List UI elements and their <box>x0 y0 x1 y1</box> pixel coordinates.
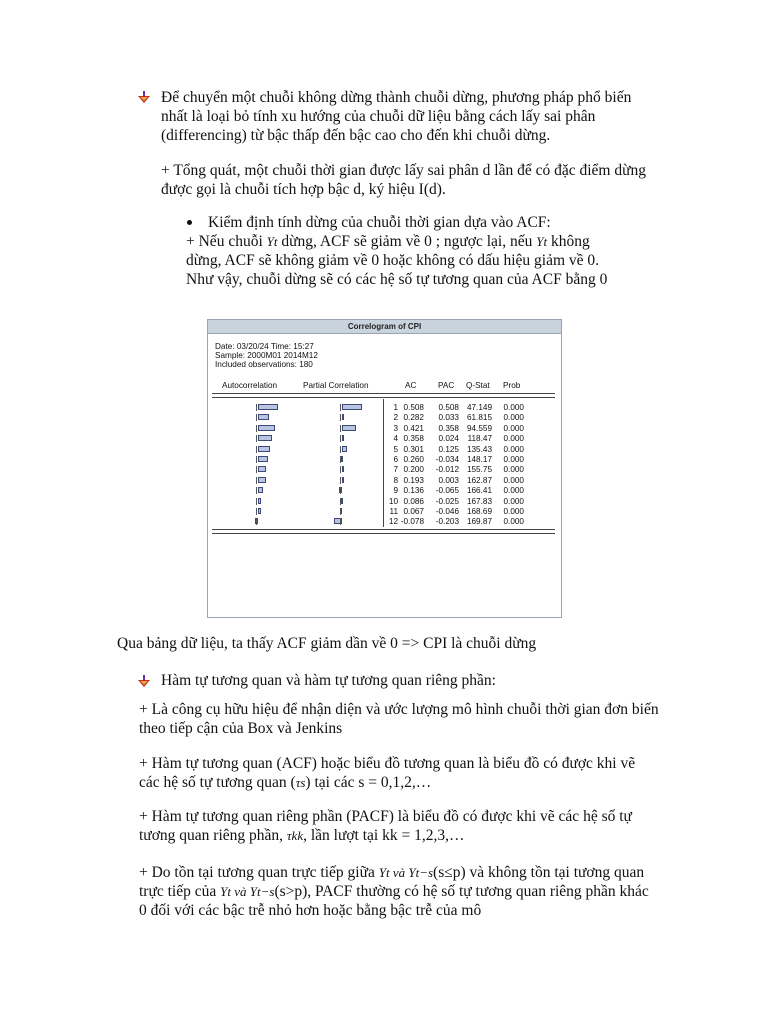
pac-zero-tick <box>340 404 341 411</box>
figure-title: Correlogram of CPI <box>208 320 561 334</box>
qstat-value: 94.559 <box>466 423 492 433</box>
pac-zero-tick <box>340 498 341 505</box>
qstat-value: 162.87 <box>466 475 492 485</box>
prob-value: 0.000 <box>503 465 524 475</box>
pac-value: 0.125 <box>438 444 459 454</box>
correlogram-row <box>208 403 561 412</box>
ac-bar <box>258 435 272 441</box>
prob-value: 0.000 <box>503 496 524 506</box>
lag-value: 7 <box>393 465 398 475</box>
ac-value: 0.067 <box>403 507 424 516</box>
prob-value: 0.000 <box>503 486 524 496</box>
ac-bar <box>258 404 278 410</box>
qstat-value: 167.83 <box>466 496 492 506</box>
correlogram-row <box>208 455 561 464</box>
pac-bar <box>342 477 344 483</box>
paragraph-acf-test: Kiểm định tính dừng của chuỗi thời gian dựa vào ACF: + Nếu chuỗi Yt dừng, ACF sẽ giảm về 0 ; ngược lại, nếu Yt không dừng, ACF sẽ không giảm về 0 hoặc không có dấu hiệu giảm về 0. Như vậy, chuỗi dừng sẽ có các hệ số tự tương quan của ACF bằng 0 <box>186 214 608 288</box>
lag-value: 12 <box>388 517 398 527</box>
qstat-value: 168.69 <box>466 507 492 516</box>
ac-zero-tick <box>256 477 257 484</box>
ac-bar <box>258 446 270 452</box>
correlogram-row <box>208 434 561 443</box>
arrow-bullet-icon <box>137 675 151 688</box>
pac-value: 0.024 <box>438 434 459 444</box>
lag-value: 2 <box>393 413 398 423</box>
qstat-value: 169.87 <box>466 517 492 527</box>
qstat-value: 61.815 <box>466 413 492 423</box>
correlogram-figure <box>207 319 562 618</box>
correlogram-row <box>208 486 561 495</box>
ac-bar <box>258 498 261 504</box>
ac-zero-tick <box>256 508 257 515</box>
correlogram-row <box>208 413 561 422</box>
pac-bar <box>342 425 356 431</box>
correlogram-row <box>208 476 561 485</box>
pac-bar <box>342 446 347 452</box>
ac-value: 0.421 <box>403 423 424 433</box>
ac-zero-tick <box>256 456 257 463</box>
paragraph-box-jenkins: + Là công cụ hữu hiệu để nhận diện và ước lượng mô hình chuỗi thời gian đơn biến theo tiếp cận của Box và Jenkins <box>139 701 659 737</box>
prob-value: 0.000 <box>503 444 524 454</box>
footer-rule-2 <box>212 533 555 534</box>
pac-zero-tick <box>340 477 341 484</box>
pac-zero-tick <box>340 508 341 515</box>
header-rule-2 <box>212 397 555 398</box>
ac-zero-tick <box>256 518 257 525</box>
pac-value: 0.003 <box>438 475 459 485</box>
header-rule <box>212 393 555 394</box>
ac-bar <box>258 466 266 472</box>
correlogram-row <box>208 507 561 516</box>
paragraph-pacf-definition: + Hàm tự tương quan riêng phần (PACF) là biểu đồ có được khi vẽ các hệ số tự tương quan riêng phần, τkk, lần lượt tại kk = 1,2,3,… <box>139 808 632 844</box>
arrow-bullet-icon <box>137 91 151 104</box>
ac-zero-tick <box>256 466 257 473</box>
ac-bar <box>258 425 275 431</box>
footer-rule <box>212 529 555 530</box>
ac-zero-tick <box>256 414 257 421</box>
ac-zero-tick <box>256 487 257 494</box>
ac-bar <box>258 477 266 483</box>
ac-value: 0.260 <box>403 455 424 464</box>
lag-value: 8 <box>393 475 398 485</box>
pac-bar <box>342 414 344 420</box>
pac-zero-tick <box>340 466 341 473</box>
lag-value: 4 <box>393 434 398 444</box>
pac-value: 0.358 <box>438 423 459 433</box>
ac-bar <box>258 414 269 420</box>
qstat-value: 155.75 <box>466 465 492 475</box>
pac-zero-tick <box>340 425 341 432</box>
pac-zero-tick <box>340 414 341 421</box>
ac-value: -0.078 <box>400 517 424 527</box>
ac-zero-tick <box>256 425 257 432</box>
header-partial-correlation: Partial Correlation <box>303 381 369 390</box>
correlogram-row <box>208 517 561 526</box>
prob-value: 0.000 <box>503 475 524 485</box>
ac-zero-tick <box>256 446 257 453</box>
qstat-value: 148.17 <box>466 455 492 464</box>
paragraph-direct-correlation: + Do tồn tại tương quan trực tiếp giữa Yt và Yt−s(s≤p) và không tồn tại tương quan trực tiếp của Yt và Yt−s(s>p), PACF thường có hệ số tự tương quan riêng phần khác 0 đối với các bậc trễ nhỏ hơn hoặc bằng bậc trễ của mô <box>139 864 649 919</box>
header-prob: Prob <box>503 381 521 390</box>
ac-value: 0.193 <box>403 475 424 485</box>
correlogram-row <box>208 424 561 433</box>
paragraph-differencing: Để chuyển một chuỗi không dừng thành chuỗi dừng, phương pháp phổ biến nhất là loại bỏ tính xu hướng của chuỗi dữ liệu bằng cách lấy sai phân (differencing) từ bậc thấp đến bậc cao cho đến khi chuỗi dừng. <box>161 89 632 144</box>
ac-value: 0.358 <box>403 434 424 444</box>
header-autocorrelation: Autocorrelation <box>222 381 278 390</box>
prob-value: 0.000 <box>503 403 524 412</box>
prob-value: 0.000 <box>503 423 524 433</box>
pac-value: 0.508 <box>438 403 459 412</box>
ac-bar <box>258 508 261 514</box>
qstat-value: 166.41 <box>466 486 492 496</box>
pac-zero-tick <box>340 487 341 494</box>
correlogram-row <box>208 445 561 454</box>
paragraph-acf-pacf-heading: Hàm tự tương quan và hàm tự tương quan riêng phần: <box>161 672 496 689</box>
pac-zero-tick <box>340 518 341 525</box>
paragraph-integrated-order: + Tổng quát, một chuỗi thời gian được lấy sai phân d lần để có đặc điểm dừng được gọi là chuỗi tích hợp bậc d, ký hiệu I(d). <box>161 162 647 198</box>
prob-value: 0.000 <box>503 455 524 464</box>
pac-value: -0.012 <box>435 465 459 475</box>
ac-zero-tick <box>256 498 257 505</box>
pac-zero-tick <box>340 446 341 453</box>
lag-value: 5 <box>393 444 398 454</box>
ac-value: 0.301 <box>403 444 424 454</box>
pac-value: 0.033 <box>438 413 459 423</box>
lag-value: 6 <box>393 455 398 464</box>
pac-bar <box>342 435 344 441</box>
ac-zero-tick <box>256 404 257 411</box>
prob-value: 0.000 <box>503 434 524 444</box>
pac-bar <box>342 404 362 410</box>
ac-value: 0.086 <box>403 496 424 506</box>
ac-value: 0.282 <box>403 413 424 423</box>
pac-value: -0.065 <box>435 486 459 496</box>
pac-value: -0.046 <box>435 507 459 516</box>
qstat-value: 118.47 <box>467 434 492 444</box>
ac-bar <box>258 487 263 493</box>
pac-bar <box>341 498 343 504</box>
qstat-value: 135.43 <box>466 444 492 454</box>
lag-value: 10 <box>388 496 398 506</box>
pac-value: -0.203 <box>435 517 459 527</box>
pac-value: -0.034 <box>435 455 459 464</box>
correlogram-row <box>208 497 561 506</box>
header-ac: AC <box>405 381 417 390</box>
paragraph-conclusion: Qua bảng dữ liệu, ta thấy ACF giảm dần về 0 => CPI là chuỗi dừng <box>117 635 537 652</box>
figure-info: Date: 03/20/24 Time: 15:27 Sample: 2000M01 2014M12 Included observations: 180 <box>215 342 318 369</box>
lag-value: 1 <box>393 403 398 412</box>
header-pac: PAC <box>438 381 455 390</box>
pac-bar <box>342 466 344 472</box>
ac-value: 0.508 <box>403 403 424 412</box>
correlogram-row <box>208 465 561 474</box>
lag-value: 3 <box>393 423 398 433</box>
pac-zero-tick <box>340 456 341 463</box>
header-qstat: Q-Stat <box>466 381 490 390</box>
ac-value: 0.200 <box>403 465 424 475</box>
prob-value: 0.000 <box>503 413 524 423</box>
ac-value: 0.136 <box>403 486 424 496</box>
qstat-value: 47.149 <box>466 403 492 412</box>
ac-bar <box>258 456 268 462</box>
lag-value: 11 <box>389 507 398 516</box>
pac-value: -0.025 <box>435 496 459 506</box>
paragraph-acf-definition: + Hàm tự tương quan (ACF) hoặc biểu đồ tương quan là biểu đồ có được khi vẽ các hệ số tự tương quan (τs) tại các s = 0,1,2,… <box>139 755 636 791</box>
pac-zero-tick <box>340 435 341 442</box>
prob-value: 0.000 <box>503 517 524 527</box>
lag-value: 9 <box>393 486 398 496</box>
prob-value: 0.000 <box>503 507 524 516</box>
ac-zero-tick <box>256 435 257 442</box>
